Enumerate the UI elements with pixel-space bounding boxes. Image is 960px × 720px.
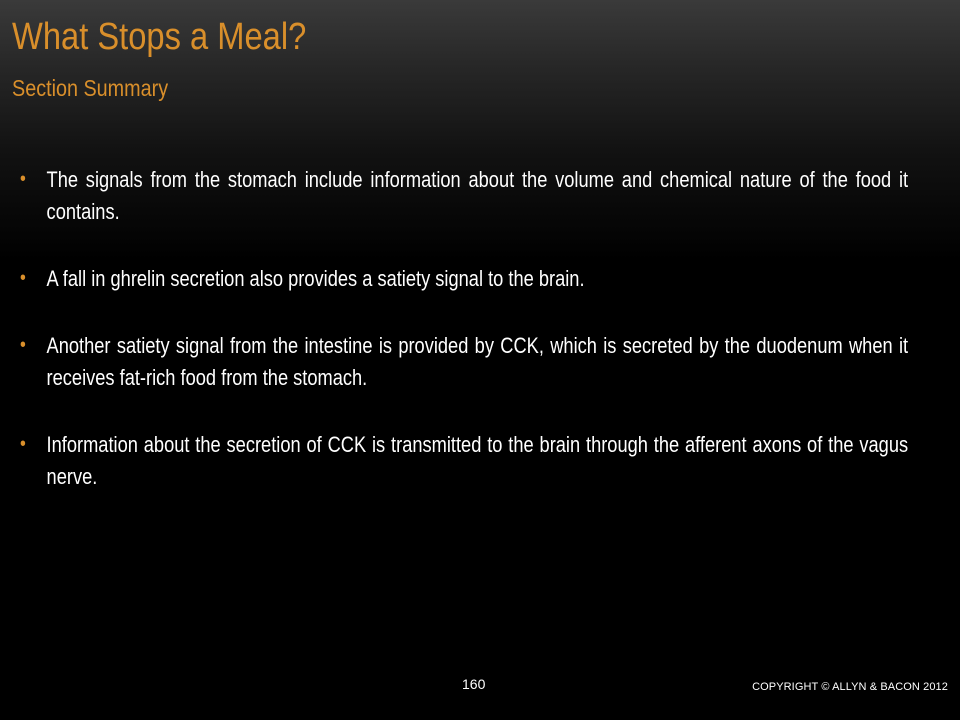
copyright-notice: COPYRIGHT © ALLYN & BACON 2012 [752,681,948,693]
bullet-text: Another satiety signal from the intestine is provided by CCK, which is secreted by the duodenum when it receives fat-rich food from the stomach. [46,333,909,390]
bullet-text: The signals from the stomach include information about the volume and chemical nature of the food it contains. [46,167,909,224]
bullet-dot-icon: • [20,334,26,356]
bullet-dot-icon: • [20,267,26,289]
page-number: 160 [462,676,486,692]
bullet-item [20,164,908,228]
bullet-list [20,164,908,528]
bullet-text: A fall in ghrelin secretion also provides a satiety signal to the brain. [46,266,585,291]
bullet-item [20,263,908,295]
bullet-item [20,429,908,493]
bullet-dot-icon: • [20,433,26,455]
bullet-item [20,330,908,394]
slide-title: What Stops a Meal? [12,16,307,58]
bullet-dot-icon: • [20,168,26,190]
bullet-text: Information about the secretion of CCK is transmitted to the brain through the afferent axons of the vagus nerve. [46,432,909,489]
slide-subtitle: Section Summary [12,75,169,101]
